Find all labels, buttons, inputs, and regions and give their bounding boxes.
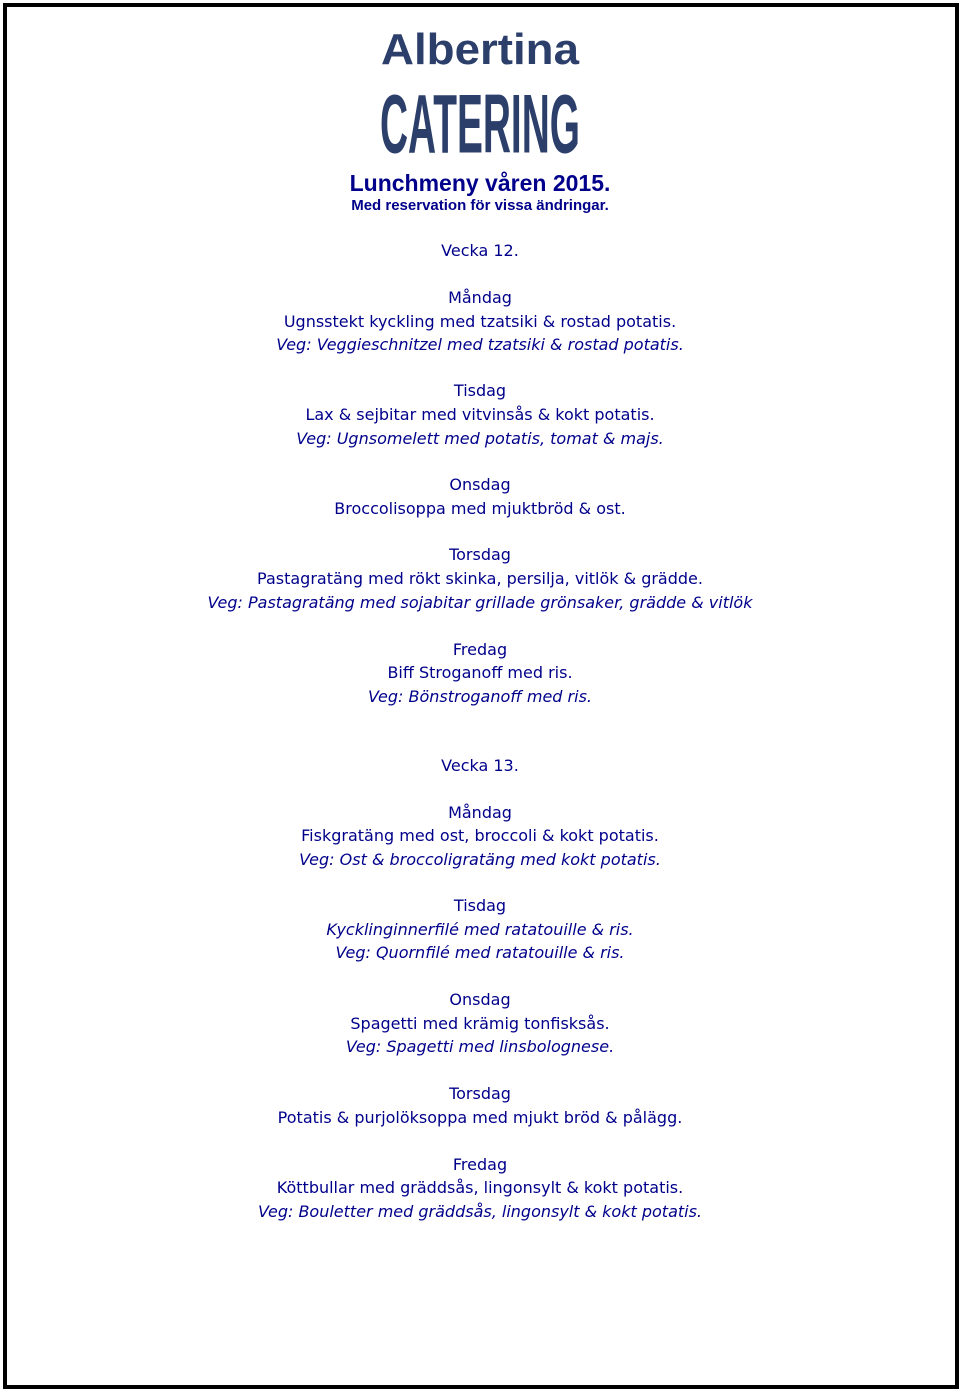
day-heading-tuesday: Tisdag [453, 381, 507, 400]
dish-veg: Veg: Spagetti med linsbolognese. [345, 1037, 615, 1056]
dish-veg: Veg: Bönstroganoff med ris. [367, 687, 592, 706]
dish-main: Spagetti med krämig tonfisksås. [350, 1014, 610, 1033]
dish-veg: Veg: Pastagratäng med sojabitar grillade grönsaker, grädde & vitlök [207, 593, 753, 612]
day-heading-thursday: Torsdag [449, 1084, 511, 1103]
albertina-catering-logo [378, 25, 582, 171]
menu-title: Lunchmeny våren 2015. [349, 170, 611, 196]
dish-main: Fiskgratäng med ost, broccoli & kokt potatis. [301, 826, 659, 845]
dish-veg: Veg: Quornfilé med ratatouille & ris. [335, 943, 625, 962]
dish-main: Pastagratäng med rökt skinka, persilja, vitlök & grädde. [257, 569, 703, 588]
dish-main: Köttbullar med gräddsås, lingonsylt & kokt potatis. [276, 1178, 684, 1197]
dish-main: Kycklinginnerfilé med ratatouille & ris. [326, 920, 634, 939]
dish-main: Potatis & purjolöksoppa med mjukt bröd & pålägg. [277, 1108, 683, 1127]
day-heading-friday: Fredag [452, 1155, 508, 1174]
logo-line-2: CATERING [379, 77, 580, 171]
dish-veg: Veg: Ugnsomelett med potatis, tomat & majs. [296, 429, 664, 448]
menu-subtitle: Med reservation för vissa ändringar. [351, 197, 609, 214]
dish-main: Ugnsstekt kyckling med tzatsiki & rostad potatis. [283, 312, 677, 331]
day-heading-thursday: Torsdag [449, 545, 511, 564]
dish-veg: Veg: Bouletter med gräddsås, lingonsylt & kokt potatis. [257, 1202, 703, 1221]
day-heading-monday: Måndag [448, 288, 512, 307]
week-label: Vecka 12. [441, 241, 519, 260]
week-label: Vecka 13. [441, 756, 519, 775]
day-heading-wednesday: Onsdag [449, 990, 511, 1009]
dish-main: Lax & sejbitar med vitvinsås & kokt potatis. [305, 405, 655, 424]
dish-main: Biff Stroganoff med ris. [387, 663, 573, 682]
day-heading-monday: Måndag [448, 803, 512, 822]
logo-line-1: Albertina [381, 25, 580, 74]
day-heading-tuesday: Tisdag [453, 896, 507, 915]
day-heading-wednesday: Onsdag [449, 475, 511, 494]
dish-veg: Veg: Ost & broccoligratäng med kokt potatis. [299, 850, 661, 869]
day-heading-friday: Fredag [452, 640, 508, 659]
dish-main: Broccolisoppa med mjuktbröd & ost. [334, 499, 626, 518]
dish-veg: Veg: Veggieschnitzel med tzatsiki & rostad potatis. [276, 335, 684, 354]
